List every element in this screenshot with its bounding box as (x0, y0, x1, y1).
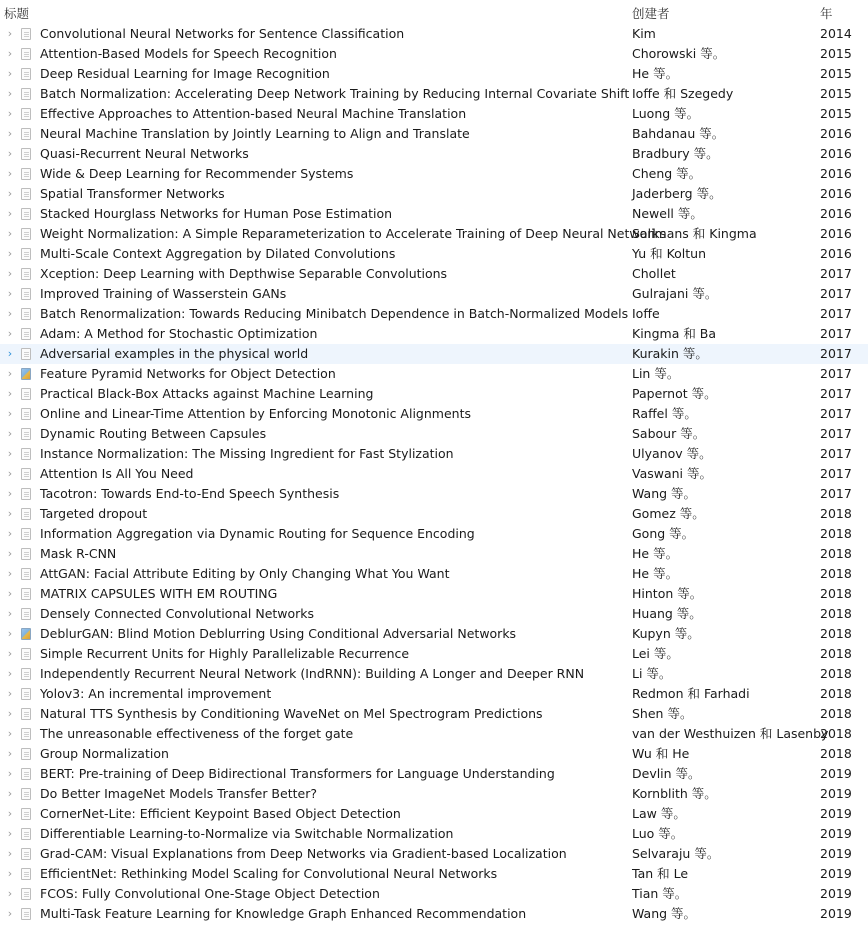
item-title: Do Better ImageNet Models Transfer Better? (40, 786, 317, 801)
item-title: EfficientNet: Rethinking Model Scaling for Convolutional Neural Networks (40, 866, 498, 881)
table-row[interactable] (0, 124, 868, 144)
chevron-right-icon[interactable]: › (7, 407, 13, 420)
document-icon (21, 908, 31, 920)
chevron-right-icon[interactable]: › (7, 867, 13, 880)
document-icon (21, 768, 31, 780)
item-creator: Luong 等。 (632, 106, 700, 121)
item-creator: Kim (632, 26, 656, 41)
item-year: 2017 (820, 346, 852, 361)
item-title: FCOS: Fully Convolutional One-Stage Object Detection (40, 886, 380, 901)
chevron-right-icon[interactable]: › (7, 267, 13, 280)
item-title: MATRIX CAPSULES WITH EM ROUTING (40, 586, 278, 601)
item-title: Grad-CAM: Visual Explanations from Deep Networks via Gradient-based Localization (40, 846, 567, 861)
item-year: 2019 (820, 906, 852, 921)
table-row[interactable] (0, 544, 868, 564)
item-creator: He 等。 (632, 66, 679, 81)
table-row[interactable] (0, 724, 868, 744)
item-year: 2018 (820, 586, 852, 601)
item-year: 2016 (820, 126, 852, 141)
chevron-right-icon[interactable]: › (7, 807, 13, 820)
document-icon (21, 288, 31, 300)
table-row[interactable] (0, 864, 868, 884)
item-year: 2018 (820, 566, 852, 581)
chevron-right-icon[interactable]: › (7, 427, 13, 440)
document-icon (21, 168, 31, 180)
chevron-right-icon[interactable]: › (7, 887, 13, 900)
chevron-right-icon[interactable]: › (7, 907, 13, 920)
document-icon (21, 508, 31, 520)
chevron-right-icon[interactable]: › (7, 687, 13, 700)
item-title: Batch Renormalization: Towards Reducing Minibatch Dependence in Batch-Normalized Models (40, 306, 629, 321)
item-year: 2019 (820, 886, 852, 901)
table-row[interactable] (0, 204, 868, 224)
document-icon (21, 428, 31, 440)
document-icon (21, 828, 31, 840)
document-icon (21, 328, 31, 340)
item-creator: Devlin 等。 (632, 766, 701, 781)
item-title: AttGAN: Facial Attribute Editing by Only Changing What You Want (40, 566, 450, 581)
table-row[interactable] (0, 824, 868, 844)
table-row[interactable] (0, 184, 868, 204)
table-row[interactable] (0, 144, 868, 164)
item-creator: Kupyn 等。 (632, 626, 700, 641)
item-creator: Kornblith 等。 (632, 786, 717, 801)
chevron-right-icon[interactable]: › (7, 587, 13, 600)
item-year: 2018 (820, 526, 852, 541)
item-creator: Lin 等。 (632, 366, 680, 381)
item-title: Independently Recurrent Neural Network (IndRNN): Building A Longer and Deeper RNN (40, 666, 585, 681)
table-row[interactable] (0, 484, 868, 504)
chevron-right-icon[interactable]: › (7, 707, 13, 720)
table-row[interactable] (0, 224, 868, 244)
table-row[interactable] (0, 384, 868, 404)
document-icon (21, 728, 31, 740)
chevron-right-icon[interactable]: › (7, 487, 13, 500)
chevron-right-icon[interactable]: › (7, 47, 13, 60)
document-icon (21, 468, 31, 480)
document-icon (21, 888, 31, 900)
table-row[interactable] (0, 404, 868, 424)
item-title: Multi-Scale Context Aggregation by Dilated Convolutions (40, 246, 396, 261)
item-year: 2019 (820, 866, 852, 881)
item-year: 2018 (820, 746, 852, 761)
chevron-right-icon[interactable]: › (7, 327, 13, 340)
item-creator: Salimans 和 Kingma (632, 226, 757, 241)
item-title: Natural TTS Synthesis by Conditioning WaveNet on Mel Spectrogram Predictions (40, 706, 543, 721)
item-creator: Law 等。 (632, 806, 686, 821)
item-title: Practical Black-Box Attacks against Machine Learning (40, 386, 374, 401)
table-row[interactable] (0, 164, 868, 184)
item-creator: Bahdanau 等。 (632, 126, 725, 141)
table-row[interactable] (0, 524, 868, 544)
document-icon (21, 108, 31, 120)
item-year: 2019 (820, 826, 852, 841)
table-row[interactable] (0, 624, 868, 644)
chevron-right-icon[interactable]: › (7, 187, 13, 200)
table-row[interactable] (0, 284, 868, 304)
document-icon (21, 408, 31, 420)
table-row[interactable] (0, 24, 868, 44)
chevron-right-icon[interactable]: › (7, 607, 13, 620)
item-creator: Jaderberg 等。 (632, 186, 722, 201)
item-year: 2015 (820, 66, 852, 81)
chevron-right-icon[interactable]: › (7, 767, 13, 780)
table-row[interactable] (0, 84, 868, 104)
attachment-document-icon (21, 628, 31, 640)
item-creator: Li 等。 (632, 666, 672, 681)
item-year: 2016 (820, 146, 852, 161)
chevron-right-icon[interactable]: › (7, 207, 13, 220)
item-year: 2016 (820, 246, 852, 261)
item-year: 2017 (820, 326, 852, 341)
item-year: 2019 (820, 766, 852, 781)
item-year: 2018 (820, 606, 852, 621)
item-creator: Gong 等。 (632, 526, 695, 541)
item-year: 2016 (820, 166, 852, 181)
document-icon (21, 308, 31, 320)
document-icon (21, 528, 31, 540)
chevron-right-icon[interactable]: › (7, 647, 13, 660)
item-year: 2017 (820, 286, 852, 301)
item-title: Targeted dropout (40, 506, 148, 521)
item-year: 2015 (820, 106, 852, 121)
item-creator: Selvaraju 等。 (632, 846, 720, 861)
column-header-creator[interactable]: 创建者 (632, 6, 670, 21)
table-row[interactable] (0, 64, 868, 84)
document-icon (21, 688, 31, 700)
table-row[interactable] (0, 704, 868, 724)
document-icon (21, 88, 31, 100)
document-icon (21, 848, 31, 860)
item-creator: Wang 等。 (632, 906, 697, 921)
chevron-right-icon[interactable]: › (7, 67, 13, 80)
chevron-right-icon[interactable]: › (7, 727, 13, 740)
item-year: 2017 (820, 406, 852, 421)
item-year: 2018 (820, 506, 852, 521)
chevron-right-icon[interactable]: › (7, 247, 13, 260)
item-year: 2017 (820, 426, 852, 441)
chevron-right-icon[interactable]: › (7, 547, 13, 560)
item-creator: Huang 等。 (632, 606, 702, 621)
item-creator: Papernot 等。 (632, 386, 717, 401)
document-icon (21, 268, 31, 280)
document-icon (21, 188, 31, 200)
table-row[interactable] (0, 464, 868, 484)
table-row[interactable] (0, 584, 868, 604)
item-creator: Gulrajani 等。 (632, 286, 718, 301)
table-row[interactable] (0, 104, 868, 124)
item-title: Stacked Hourglass Networks for Human Pose Estimation (40, 206, 393, 221)
item-year: 2018 (820, 666, 852, 681)
item-creator: Hinton 等。 (632, 586, 703, 601)
chevron-right-icon[interactable]: › (7, 847, 13, 860)
item-creator: Newell 等。 (632, 206, 703, 221)
item-year: 2018 (820, 706, 852, 721)
chevron-right-icon[interactable]: › (7, 167, 13, 180)
column-header-row (0, 0, 868, 24)
item-title: Attention Is All You Need (40, 466, 194, 481)
item-title: The unreasonable effectiveness of the forget gate (40, 726, 354, 741)
document-icon (21, 608, 31, 620)
table-row[interactable] (0, 844, 868, 864)
item-creator: Vaswani 等。 (632, 466, 713, 481)
table-row[interactable] (0, 664, 868, 684)
table-row[interactable] (0, 604, 868, 624)
item-year: 2018 (820, 626, 852, 641)
item-creator: Shen 等。 (632, 706, 693, 721)
table-row[interactable] (0, 784, 868, 804)
table-row[interactable] (0, 324, 868, 344)
item-title: Adam: A Method for Stochastic Optimization (40, 326, 318, 341)
item-title: Group Normalization (40, 746, 169, 761)
item-title: Xception: Deep Learning with Depthwise Separable Convolutions (40, 266, 448, 281)
item-title: Differentiable Learning-to-Normalize via Switchable Normalization (40, 826, 454, 841)
table-row[interactable] (0, 264, 868, 284)
table-row[interactable] (0, 344, 868, 364)
chevron-right-icon[interactable]: › (7, 287, 13, 300)
column-header-title[interactable]: 标题 (4, 6, 30, 21)
item-title: Mask R-CNN (40, 546, 117, 561)
item-creator: Wu 和 He (632, 746, 690, 761)
item-year: 2018 (820, 686, 852, 701)
table-row[interactable] (0, 504, 868, 524)
table-row[interactable] (0, 44, 868, 64)
document-icon (21, 668, 31, 680)
table-row[interactable] (0, 744, 868, 764)
document-icon (21, 648, 31, 660)
item-year: 2014 (820, 26, 852, 41)
item-creator: van der Westhuizen 和 Lasenby (632, 726, 829, 741)
item-title: Multi-Task Feature Learning for Knowledge Graph Enhanced Recommendation (40, 906, 527, 921)
item-title: Instance Normalization: The Missing Ingredient for Fast Stylization (40, 446, 454, 461)
chevron-right-icon[interactable]: › (7, 467, 13, 480)
document-icon (21, 588, 31, 600)
chevron-right-icon[interactable]: › (7, 347, 13, 360)
document-icon (21, 48, 31, 60)
item-title: Tacotron: Towards End-to-End Speech Synthesis (40, 486, 340, 501)
table-row[interactable] (0, 904, 868, 924)
item-title: Neural Machine Translation by Jointly Learning to Align and Translate (40, 126, 470, 141)
chevron-right-icon[interactable]: › (7, 787, 13, 800)
chevron-right-icon[interactable]: › (7, 227, 13, 240)
item-year: 2019 (820, 786, 852, 801)
item-year: 2017 (820, 366, 852, 381)
item-year: 2016 (820, 226, 852, 241)
item-year: 2017 (820, 306, 852, 321)
table-row[interactable] (0, 444, 868, 464)
item-year: 2015 (820, 46, 852, 61)
document-icon (21, 808, 31, 820)
table-row[interactable] (0, 304, 868, 324)
chevron-right-icon[interactable]: › (7, 127, 13, 140)
item-title: Dynamic Routing Between Capsules (40, 426, 267, 441)
item-year: 2017 (820, 266, 852, 281)
chevron-right-icon[interactable]: › (7, 107, 13, 120)
item-title: Adversarial examples in the physical world (40, 346, 309, 361)
document-icon (21, 488, 31, 500)
item-title: Improved Training of Wasserstein GANs (40, 286, 287, 301)
item-title: Convolutional Neural Networks for Sentence Classification (40, 26, 405, 41)
item-rows (0, 24, 868, 924)
chevron-right-icon[interactable]: › (7, 507, 13, 520)
chevron-right-icon[interactable]: › (7, 667, 13, 680)
item-creator: Yu 和 Koltun (632, 246, 707, 261)
chevron-right-icon[interactable]: › (7, 627, 13, 640)
column-header-year[interactable]: 年 (820, 6, 833, 21)
document-icon (21, 208, 31, 220)
table-row[interactable] (0, 764, 868, 784)
item-title: Densely Connected Convolutional Networks (40, 606, 315, 621)
item-creator: Wang 等。 (632, 486, 697, 501)
item-creator: Chollet (632, 266, 676, 281)
document-icon (21, 228, 31, 240)
item-creator: Chorowski 等。 (632, 46, 726, 61)
item-year: 2018 (820, 646, 852, 661)
chevron-right-icon[interactable]: › (7, 367, 13, 380)
item-creator: Tian 等。 (632, 886, 688, 901)
item-title: Online and Linear-Time Attention by Enforcing Monotonic Alignments (40, 406, 471, 421)
item-creator: Redmon 和 Farhadi (632, 686, 750, 701)
document-icon (21, 28, 31, 40)
document-icon (21, 128, 31, 140)
item-title: Yolov3: An incremental improvement (40, 686, 272, 701)
chevron-right-icon[interactable]: › (7, 387, 13, 400)
table-row[interactable] (0, 804, 868, 824)
item-creator: Kurakin 等。 (632, 346, 708, 361)
item-year: 2019 (820, 846, 852, 861)
table-row[interactable] (0, 424, 868, 444)
item-title: Effective Approaches to Attention-based Neural Machine Translation (40, 106, 467, 121)
item-year: 2018 (820, 726, 852, 741)
item-title: Wide & Deep Learning for Recommender Systems (40, 166, 354, 181)
item-year: 2016 (820, 186, 852, 201)
document-icon (21, 748, 31, 760)
table-row[interactable] (0, 564, 868, 584)
chevron-right-icon[interactable]: › (7, 747, 13, 760)
item-year: 2018 (820, 546, 852, 561)
document-icon (21, 148, 31, 160)
item-title: CornerNet-Lite: Efficient Keypoint Based Object Detection (40, 806, 401, 821)
item-title: Information Aggregation via Dynamic Routing for Sequence Encoding (40, 526, 475, 541)
item-creator: Sabour 等。 (632, 426, 706, 441)
document-icon (21, 448, 31, 460)
item-year: 2016 (820, 206, 852, 221)
item-creator: Cheng 等。 (632, 166, 702, 181)
document-icon (21, 708, 31, 720)
chevron-right-icon[interactable]: › (7, 447, 13, 460)
item-title: Attention-Based Models for Speech Recognition (40, 46, 337, 61)
item-title: Spatial Transformer Networks (40, 186, 225, 201)
item-creator: Lei 等。 (632, 646, 679, 661)
table-row[interactable] (0, 684, 868, 704)
item-creator: Ioffe 和 Szegedy (632, 86, 734, 101)
item-year: 2019 (820, 806, 852, 821)
document-icon (21, 348, 31, 360)
document-icon (21, 788, 31, 800)
item-creator: Bradbury 等。 (632, 146, 719, 161)
chevron-right-icon[interactable]: › (7, 307, 13, 320)
item-creator: Gomez 等。 (632, 506, 705, 521)
chevron-right-icon[interactable]: › (7, 527, 13, 540)
item-year: 2015 (820, 86, 852, 101)
item-creator: Luo 等。 (632, 826, 684, 841)
chevron-right-icon[interactable]: › (7, 87, 13, 100)
document-icon (21, 68, 31, 80)
item-title: BERT: Pre-training of Deep Bidirectional Transformers for Language Understanding (40, 766, 555, 781)
document-icon (21, 548, 31, 560)
item-title: Quasi-Recurrent Neural Networks (40, 146, 249, 161)
chevron-right-icon[interactable]: › (7, 27, 13, 40)
item-title: Deep Residual Learning for Image Recognition (40, 66, 330, 81)
chevron-right-icon[interactable]: › (7, 827, 13, 840)
chevron-right-icon[interactable]: › (7, 567, 13, 580)
document-icon (21, 568, 31, 580)
item-creator: Raffel 等。 (632, 406, 697, 421)
item-creator: He 等。 (632, 546, 679, 561)
document-icon (21, 868, 31, 880)
chevron-right-icon[interactable]: › (7, 147, 13, 160)
item-title: Simple Recurrent Units for Highly Parallelizable Recurrence (40, 646, 410, 661)
table-row[interactable] (0, 364, 868, 384)
item-year: 2017 (820, 386, 852, 401)
item-creator: He 等。 (632, 566, 679, 581)
item-title: Weight Normalization: A Simple Reparameterization to Accelerate Training of Deep Neural Networks (40, 226, 667, 241)
document-icon (21, 388, 31, 400)
item-year: 2017 (820, 446, 852, 461)
document-icon (21, 248, 31, 260)
item-creator: Tan 和 Le (632, 866, 689, 881)
item-creator: Ulyanov 等。 (632, 446, 712, 461)
item-year: 2017 (820, 486, 852, 501)
attachment-document-icon (21, 368, 31, 380)
table-row[interactable] (0, 884, 868, 904)
item-creator: Kingma 和 Ba (632, 326, 717, 341)
table-row[interactable] (0, 644, 868, 664)
table-row[interactable] (0, 244, 868, 264)
item-year: 2017 (820, 466, 852, 481)
item-creator: Ioffe (632, 306, 660, 321)
item-title: Batch Normalization: Accelerating Deep Network Training by Reducing Internal Covariate Shift (40, 86, 630, 101)
item-title: DeblurGAN: Blind Motion Deblurring Using Conditional Adversarial Networks (40, 626, 517, 641)
item-title: Feature Pyramid Networks for Object Detection (40, 366, 336, 381)
